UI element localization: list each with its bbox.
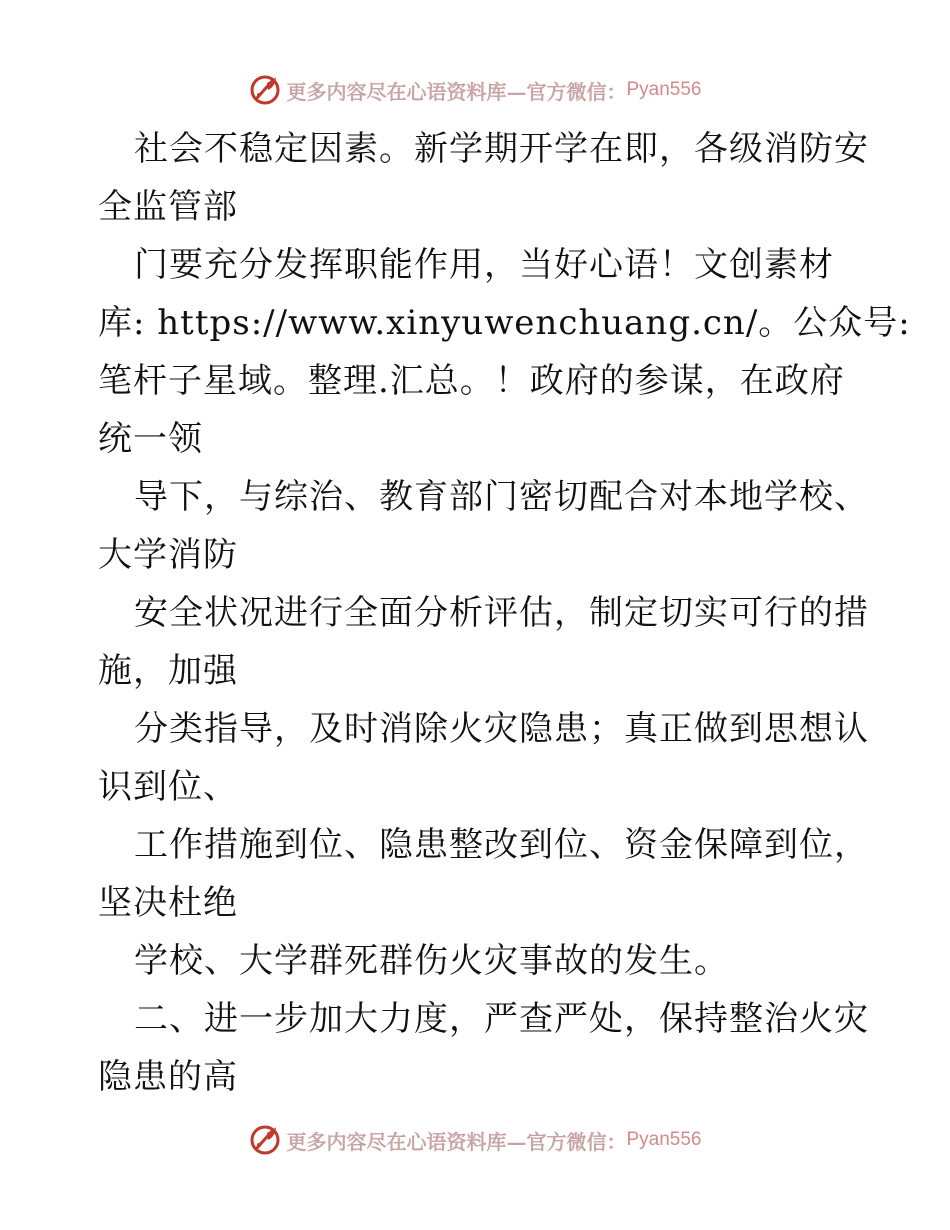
text-line: 学校、大学群死群伤火灾事故的发生。	[134, 941, 729, 981]
footer-banner-text: 更多内容尽在心语资料库—官方微信：	[286, 1129, 627, 1154]
text-line: 社会不稳定因素。新学期开学在即，各级消防安	[134, 129, 869, 169]
header-banner-id: Pyan556	[626, 79, 702, 100]
quill-logo-icon	[248, 1123, 282, 1157]
header-banner-text: 更多内容尽在心语资料库—官方微信：	[286, 79, 627, 104]
text-line: 安全状况进行全面分析评估，制定切实可行的措	[134, 593, 869, 633]
text-line: 坚决杜绝	[98, 883, 238, 923]
text-line: 工作措施到位、隐患整改到位、资金保障到位，	[134, 825, 869, 865]
text-line: 分类指导，及时消除火灾隐患；真正做到思想认	[134, 709, 869, 749]
text-line: 识到位、	[98, 767, 238, 807]
text-line: 隐患的高	[98, 1057, 238, 1097]
text-line: 库: https://www.xinyuwenchuang.cn/。公众号:	[98, 303, 911, 343]
text-line: 大学消防	[98, 535, 238, 575]
text-line: 全监管部	[98, 187, 238, 227]
text-line: 二、进一步加大力度，严查严处，保持整治火灾	[134, 999, 869, 1039]
quill-logo-icon	[248, 73, 282, 107]
text-line: 统一领	[98, 419, 203, 459]
header-banner	[0, 72, 950, 108]
text-line: 门要充分发挥职能作用，当好心语！文创素材	[134, 245, 834, 285]
text-line: 笔杆子星域。整理.汇总。！政府的参谋，在政府	[98, 361, 845, 401]
document-body	[98, 120, 911, 1106]
text-line: 施，加强	[98, 651, 238, 691]
text-line: 导下，与综治、教育部门密切配合对本地学校、	[134, 477, 869, 517]
footer-banner	[0, 1122, 950, 1158]
footer-banner-id: Pyan556	[626, 1129, 702, 1150]
